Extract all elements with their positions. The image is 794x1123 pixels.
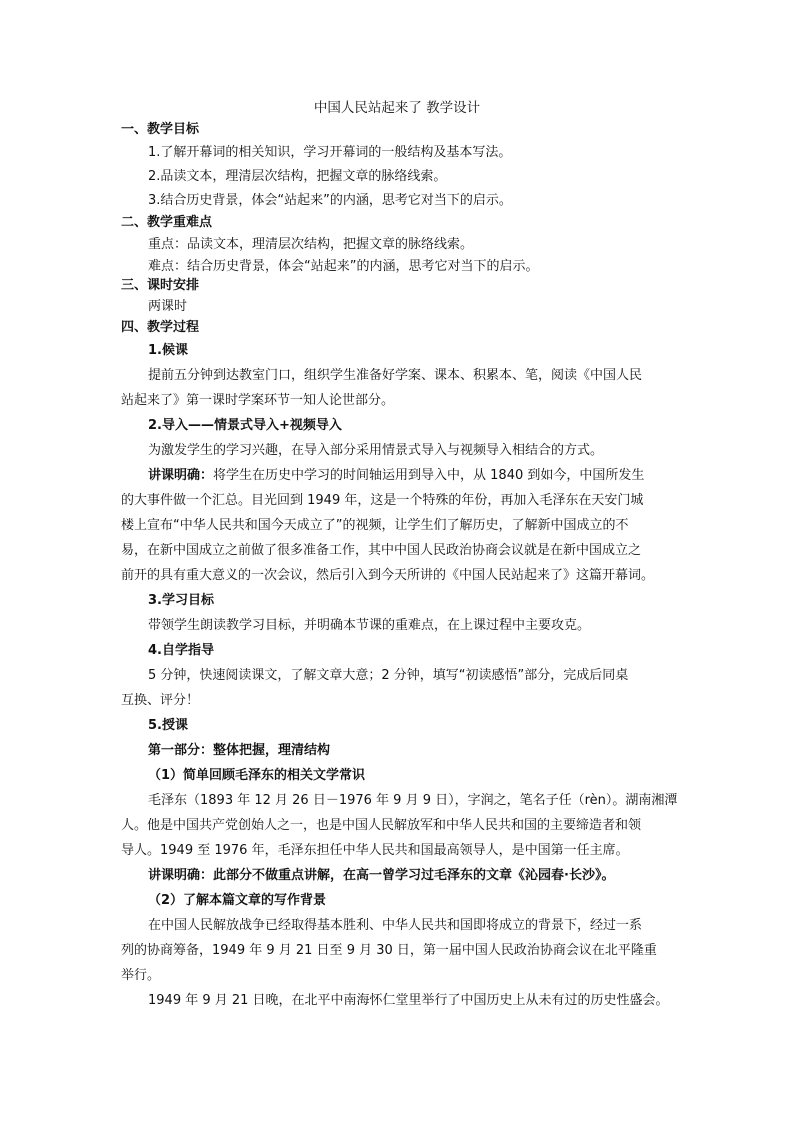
paragraph-line: 站起来了》第一课时学案环节一知人论世部分。 [121,393,395,408]
section-heading-process: 四、教学过程 [121,320,200,335]
difficult-point-text: 难点：结合历史背景，体会“站起来”的内涵，思考它对当下的启示。 [148,259,539,274]
key-point-text: 重点：品读文本，理清层次结构，把握文章的脉络线索。 [148,237,474,252]
section-heading-key-points: 二、教学重难点 [121,215,213,230]
schedule-text: 两课时 [148,299,188,314]
paragraph-line: 前开的具有重大意义的一次会议，然后引入到今天所讲的《中国人民站起来了》这篇开幕词。 [121,568,655,583]
subsection-heading: 4.自学指导 [148,643,214,658]
subsection-heading: 3.学习目标 [148,593,214,608]
subsection-heading: 1.候课 [148,343,188,358]
subsection-heading: 5.授课 [148,718,188,733]
paragraph-line: 列的协商筹备，1949 年 9 月 21 日至 9 月 30 日，第一届中国人民政治协商会议在北平隆重 [121,943,657,958]
paragraph-line: 带领学生朗读教学习目标，并明确本节课的重难点，在上课过程中主要攻克。 [148,618,591,633]
paragraph-line: 导人。1949 至 1976 年，毛泽东担任中华人民共和国最高领导人，是中国第一任主席。 [121,843,629,858]
paragraph-line: 的大事件做一个汇总。目光回到 1949 年，这是一个特殊的年份，再加入毛泽东在天安门城 [121,493,644,508]
paragraph-line: 人。他是中国共产党创始人之一，也是中国人民解放军和中华人民共和国的主要缔造者和领 [121,818,642,833]
paragraph-line: 1949 年 9 月 21 日晚，在北平中南海怀仁堂里举行了中国历史上从未有过的历史性盛会。 [148,993,669,1008]
goal-item: 3.结合历史背景，体会“站起来”的内涵，思考它对当下的启示。 [148,193,512,208]
section-heading-teaching-goals: 一、教学目标 [121,122,200,137]
paragraph-line: 楼上宣布“中华人民共和国今天成立了”的视频，让学生们了解历史，了解新中国成立的不 [121,518,629,533]
paragraph-line: 提前五分钟到达教室门口，组织学生准备好学案、课本、积累本、笔，阅读《中国人民 [148,368,643,383]
question-heading: （2）了解本篇文章的写作背景 [148,893,327,908]
goal-item: 2.品读文本，理清层次结构，把握文章的脉络线索。 [148,169,447,184]
paragraph-line: 为激发学生的学习兴趣，在导入部分采用情景式导入与视频导入相结合的方式。 [148,443,604,458]
note-line [148,467,644,485]
paragraph-line: 互换、评分！ [121,693,200,708]
goal-item: 1.了解开幕词的相关知识，学习开幕词的一般结构及基本写法。 [148,145,512,160]
section-heading-schedule: 三、课时安排 [121,278,200,293]
note-label: 讲课明确： [148,468,214,483]
note-line: 讲课明确：此部分不做重点讲解，在高一曾学习过毛泽东的文章《沁园春·长沙》。 [148,868,615,883]
paragraph-line: 举行。 [121,968,161,983]
paragraph-line: 5 分钟，快速阅读课文，了解文章大意；2 分钟，填写“初读感悟”部分，完成后同桌 [148,668,629,683]
paragraph-line: 易，在新中国成立之前做了很多准备工作，其中中国人民政治协商会议就是在新中国成立之 [121,543,642,558]
paragraph-line: 在中国人民解放战争已经取得基本胜利、中华人民共和国即将成立的背景下，经过一系 [148,918,643,933]
question-heading: （1）简单回顾毛泽东的相关文学常识 [148,768,366,783]
part-heading: 第一部分：整体把握，理清结构 [148,743,331,758]
subsection-heading: 2.导入——情景式导入+视频导入 [148,418,342,433]
note-text: 将学生在历史中学习的时间轴运用到导入中，从 1840 到如今，中国所发生 [213,468,645,483]
paragraph-line: 毛泽东（1893 年 12 月 26 日－1976 年 9 月 9 日），字润之，笔名子任（rèn）。湖南湘潭 [148,793,678,808]
document-title: 中国人民站起来了 教学设计 [313,100,481,116]
